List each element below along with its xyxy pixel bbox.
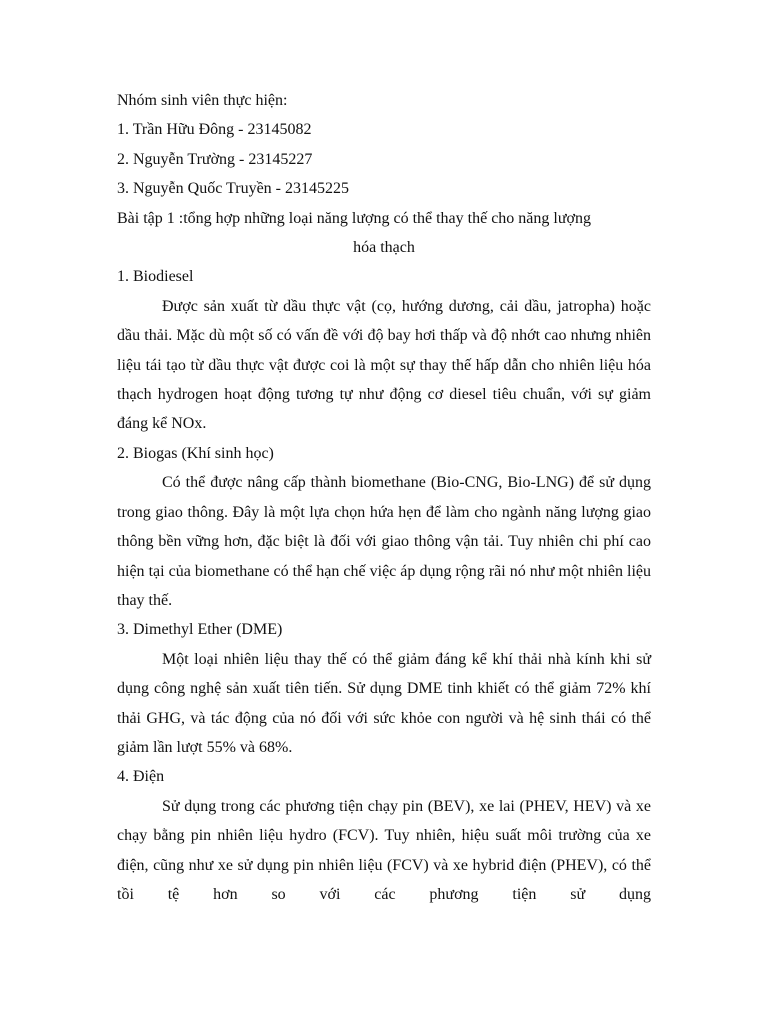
section-heading-dme: 3. Dimethyl Ether (DME): [117, 621, 283, 639]
section-heading-biogas: 2. Biogas (Khí sinh học): [117, 444, 274, 462]
member-1: 1. Trần Hữu Đông - 23145082: [117, 121, 312, 139]
assignment-title-line-2: hóa thạch: [353, 239, 415, 257]
section-body-biodiesel: Được sản xuất từ dầu thực vật (cọ, hướng dương, cải dầu, jatropha) hoặc dầu thải. Mặc dù một số có vấn đề với độ bay hơi thấp và độ nhớt cao nhưng nhiên liệu tái tạo từ dầu thực vật được coi là một sự thay thế hấp dẫn cho nhiên liệu hóa thạch hydrogen hoạt động tương tự như động cơ diesel tiêu chuẩn, với sự giảm đáng kể NOx.: [117, 297, 651, 433]
member-2: 2. Nguyễn Trường - 23145227: [117, 150, 313, 168]
group-intro: Nhóm sinh viên thực hiện:: [117, 92, 288, 109]
assignment-title-line-1: Bài tập 1 :tổng hợp những loại năng lượng có thể thay thế cho năng lượng: [117, 209, 591, 227]
section-body-biogas: Có thể được nâng cấp thành biomethane (Bio-CNG, Bio-LNG) để sử dụng trong giao thông. Đây là một lựa chọn hứa hẹn để làm cho ngành năng lượng giao thông bền vững hơn, đặc biệt là đối với giao thông vận tải. Tuy nhiên chi phí cao hiện tại của biomethane có thể hạn chế việc áp dụng rộng rãi nó như một nhiên liệu thay thế.: [117, 474, 651, 609]
section-heading-biodiesel: 1. Biodiesel: [117, 268, 194, 286]
assignment-title: [117, 204, 651, 263]
section-heading-dien: 4. Điện: [117, 768, 165, 786]
member-3: 3. Nguyễn Quốc Truyền - 23145225: [117, 180, 349, 198]
document-content: [117, 86, 651, 909]
section-body-dien: Sử dụng trong các phương tiện chạy pin (BEV), xe lai (PHEV, HEV) và xe chạy bằng pin nhiên liệu hydro (FCV). Tuy nhiên, hiệu suất môi trường của xe điện, cũng như xe sử dụng pin nhiên liệu (FCV) và xe hybrid điện (PHEV), có thể tồi tệ hơn so với các phương tiện sử dụng: [117, 797, 651, 903]
section-body-dme: Một loại nhiên liệu thay thế có thể giảm đáng kể khí thải nhà kính khi sử dụng công nghệ sản xuất tiên tiến. Sử dụng DME tinh khiết có thể giảm 72% khí thải GHG, và tác động của nó đối với sức khỏe con người và hệ sinh thái có thể giảm lần lượt 55% và 68%.: [117, 650, 651, 756]
